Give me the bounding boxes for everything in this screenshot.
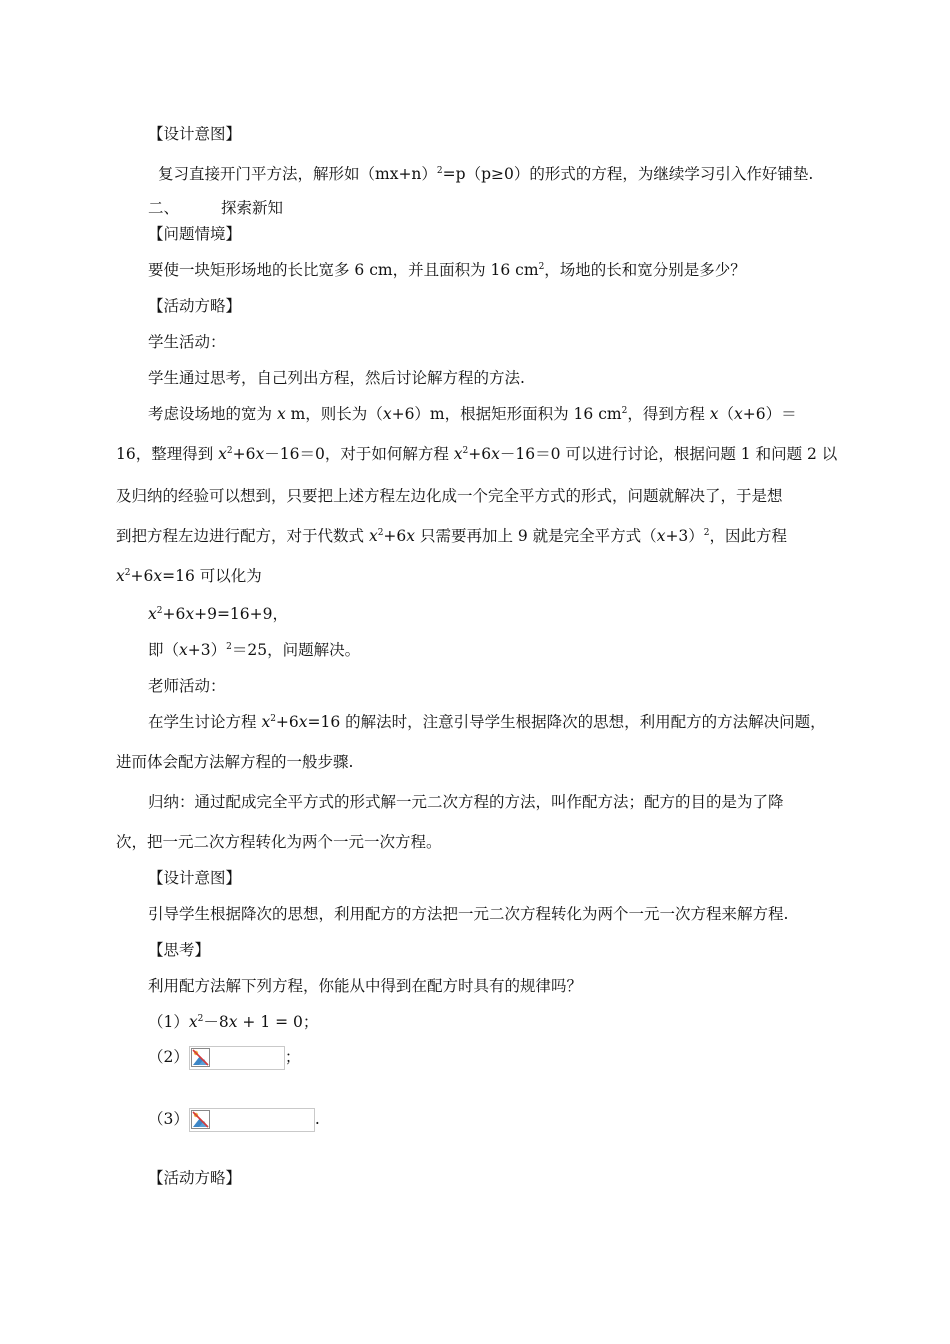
text: －16＝0，对于如何解方程 — [264, 445, 454, 463]
var-x: x — [491, 445, 500, 463]
part2-number: 二、 — [148, 199, 180, 217]
var-x: x — [261, 713, 271, 731]
text: +3） — [187, 641, 227, 659]
problem-text-2: ，场地的长和宽分别是多少？ — [544, 261, 746, 279]
think-text: 利用配方法解下列方程，你能从中得到在配方时具有的规律吗？ — [148, 977, 583, 995]
text: +9=16+9， — [194, 605, 289, 623]
student-activity-label: 学生活动： — [148, 333, 226, 351]
text: （ — [718, 405, 735, 423]
part2-title: 探索新知 — [221, 199, 284, 217]
teacher-line-1 — [148, 712, 826, 732]
text: +6 — [162, 605, 186, 623]
superscript: 2 — [156, 605, 163, 616]
var-x: x — [255, 445, 265, 463]
text: －16＝0 可以进行讨论，根据问题 1 和问题 2 以 — [499, 445, 838, 463]
student-activity-text: 学生通过思考，自己列出方程，然后讨论解方程的方法. — [148, 369, 525, 387]
superscript: 2 — [436, 165, 443, 176]
superscript: 2 — [226, 445, 233, 456]
var-x: x — [453, 445, 463, 463]
text: =16 可以化为 — [162, 567, 262, 585]
text: 到把方程左边进行配方，对于代数式 — [116, 527, 369, 545]
review-paragraph — [158, 164, 813, 184]
var-x: x — [734, 405, 743, 423]
superscript: 2 — [226, 641, 232, 652]
text: +6 — [275, 713, 299, 731]
paragraph-line-5 — [116, 566, 262, 586]
summary-line-2: 次，把一元二次方程转化为两个一元一次方程。 — [116, 833, 442, 851]
superscript: 2 — [621, 405, 628, 416]
text: m，则长为（ — [285, 405, 383, 423]
question-label: （1） — [148, 1013, 189, 1031]
superscript: 2 — [124, 567, 131, 578]
summary-line-1: 归纳：通过配成完全平方式的形式解一元二次方程的方法，叫作配方法；配方的目的是为了降 — [148, 793, 784, 811]
var-x: x — [148, 605, 157, 623]
var-x: x — [179, 641, 188, 659]
text: =16 的解法时，注意引导学生根据降次的思想，利用配方的方法解决问题， — [307, 713, 826, 731]
question-2 — [148, 1046, 300, 1070]
paragraph-line-3: 及归纳的经验可以想到，只要把上述方程左边化成一个完全平方式的形式，问题就解决了，于是想 — [116, 487, 783, 505]
paragraph-line-2 — [116, 444, 837, 464]
broken-image-icon — [191, 1048, 210, 1067]
var-x: x — [406, 527, 416, 545]
var-x: x — [218, 445, 227, 463]
equation-line-1 — [148, 604, 288, 624]
text: +3） — [665, 527, 704, 545]
superscript: 2 — [538, 261, 545, 272]
question-1 — [148, 1012, 318, 1032]
text: ，因此方程 — [709, 527, 788, 545]
superscript: 2 — [377, 527, 384, 538]
superscript: 2 — [270, 713, 276, 724]
heading-activity-1: 【活动方略】 — [148, 297, 242, 315]
var-x: x — [656, 527, 666, 545]
equation-line-2 — [148, 640, 360, 660]
text: 即（ — [148, 641, 180, 659]
var-x: x — [382, 405, 392, 423]
heading-design-intent-1: 【设计意图】 — [148, 125, 242, 143]
var-x: x — [153, 567, 163, 585]
var-x: x — [116, 567, 125, 585]
text: 考虑设场地的宽为 — [148, 405, 277, 423]
paragraph-line-1 — [148, 404, 797, 424]
text: +6 — [468, 445, 492, 463]
teacher-line-2: 进而体会配方法解方程的一般步骤. — [116, 753, 354, 771]
part2-heading — [148, 198, 283, 218]
teacher-activity-label: 老师活动： — [148, 677, 226, 695]
question-label: （3） — [148, 1110, 189, 1128]
var-x: x — [709, 405, 719, 423]
superscript: 2 — [462, 445, 469, 456]
text: 只需要再加上 9 就是完全平方式（ — [415, 527, 657, 545]
var-x: x — [188, 1013, 198, 1031]
text: 16，整理得到 — [116, 445, 219, 463]
superscript: 2 — [197, 1013, 204, 1024]
var-x: x — [185, 605, 195, 623]
equation-image-placeholder — [189, 1108, 315, 1132]
text: ＝25，问题解决。 — [231, 641, 361, 659]
heading-problem: 【问题情境】 — [148, 225, 242, 243]
text: 在学生讨论方程 — [148, 713, 262, 731]
heading-design-intent-2: 【设计意图】 — [148, 869, 242, 887]
text: ； — [284, 1048, 301, 1066]
paragraph-line-4 — [116, 526, 787, 546]
text: －8 — [203, 1013, 229, 1031]
text: + 1 = 0； — [237, 1013, 319, 1031]
text: . — [314, 1110, 320, 1128]
superscript: 2 — [703, 527, 710, 538]
text: +6）＝ — [742, 405, 797, 423]
heading-think: 【思考】 — [148, 941, 211, 959]
var-x: x — [368, 527, 378, 545]
question-label: （2） — [148, 1048, 189, 1066]
equation-image-placeholder — [189, 1046, 285, 1070]
review-text: 复习直接开门平方法，解形如（mx+n） — [158, 165, 437, 183]
text: +6 — [232, 445, 256, 463]
text: +6）m，根据矩形面积为 16 cm — [391, 405, 622, 423]
design-intent-text-2: 引导学生根据降次的思想，利用配方的方法把一元二次方程转化为两个一元一次方程来解方程. — [148, 905, 789, 923]
var-x: x — [228, 1013, 238, 1031]
question-3 — [148, 1108, 320, 1132]
var-x: x — [298, 713, 308, 731]
review-text-2: =p（p≥0）的形式的方程，为继续学习引入作好铺垫. — [442, 165, 814, 183]
text: ，得到方程 — [627, 405, 710, 423]
broken-image-icon — [191, 1110, 210, 1129]
problem-text: 要使一块矩形场地的长比宽多 6 cm，并且面积为 16 cm — [148, 261, 539, 279]
problem-paragraph — [148, 260, 746, 280]
text: +6 — [383, 527, 407, 545]
var-x: x — [276, 405, 286, 423]
heading-activity-2: 【活动方略】 — [148, 1169, 242, 1187]
text: +6 — [130, 567, 154, 585]
